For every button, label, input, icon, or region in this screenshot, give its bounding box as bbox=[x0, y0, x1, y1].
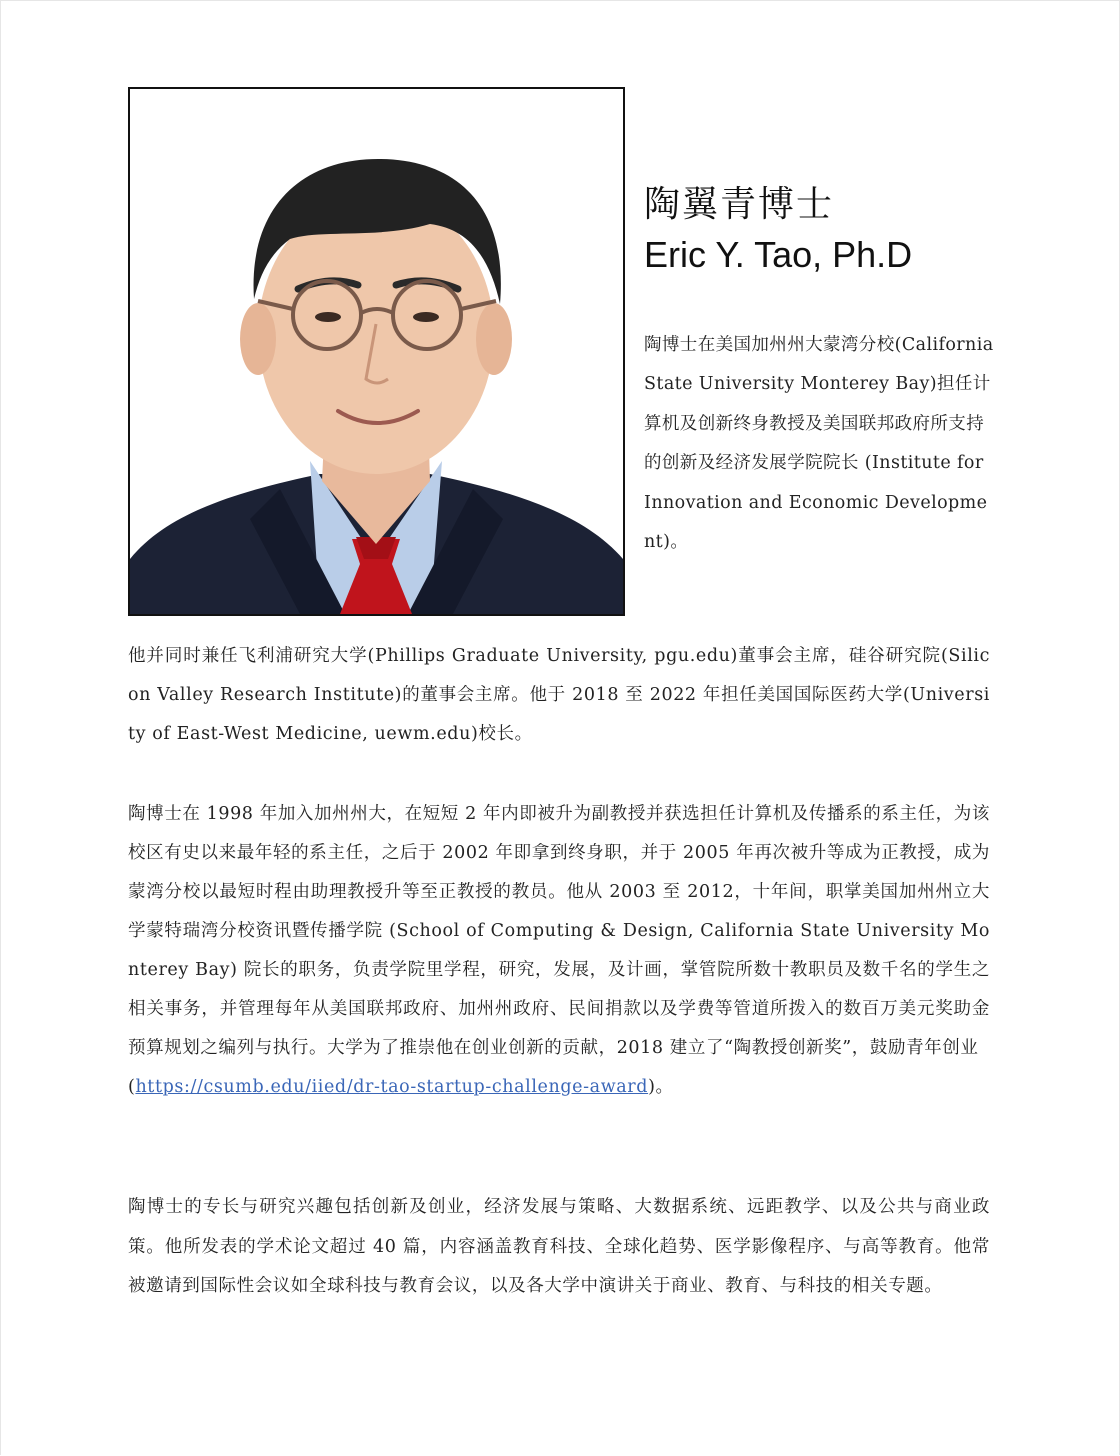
career-text: 陶博士在 1998 年加入加州州大，在短短 2 年内即被升为副教授并获选担任计算机及传播系的系主任，为该校区有史以来最年轻的系主任，之后于 2002 年即拿到终身职，并于 2005 年再次被升等成为正教授，成为蒙湾分校以最短时程由助理教授升等至正教授的教员。他从 2003 至 2012，十年间，职掌美国加州州立大学蒙特瑞湾分校资讯暨传播学院 (School of Computing & Design, California State University Monterey Bay) 院长的职务，负责学院里学程，研究，发展，及计画，掌管院所数十教职员及数千名的学生之相关事务，并管理每年从美国联邦政府、加州州政府、民间捐款以及学费等管道所拨入的数百万美元奖助金预算规划之编列与执行。大学为了推崇他在创业创新的贡献，2018 建立了“陶教授创新奖”，鼓励青年创业 bbox=[128, 804, 990, 1058]
paragraph-affiliations: 他并同时兼任飞利浦研究大学(Phillips Graduate University, pgu.edu)董事会主席，硅谷研究院(Silicon Valley Research Institute)的董事会主席。他于 2018 至 2022 年担任美国国际医药大学(University of East-West Medicine, uewm.edu)校长。 bbox=[128, 646, 990, 744]
portrait-illustration bbox=[130, 89, 623, 614]
paragraph-research: 陶博士的专长与研究兴趣包括创新及创业，经济发展与策略、大数据系统、远距教学、以及公共与商业政策。他所发表的学术论文超过 40 篇，内容涵盖教育科技、全球化趋势、医学影像程序、与高等教育。他常被邀请到国际性会议如全球科技与教育会议，以及各大学中演讲关于商业、教育、与科技的相关专题。 bbox=[128, 1197, 990, 1296]
intro-paragraph: 陶博士在美国加州州大蒙湾分校(California State University Monterey Bay)担任计算机及创新终身教授及美国联邦政府所支持的创新及经济发展学院院长 (Institute for Innovation and Economic Development)。 bbox=[644, 335, 994, 553]
link-paren-open: ( bbox=[128, 1077, 136, 1097]
link-paren-close: )。 bbox=[648, 1077, 674, 1097]
portrait-photo bbox=[128, 87, 625, 616]
award-link[interactable]: https://csumb.edu/iied/dr-tao-startup-challenge-award bbox=[135, 1077, 649, 1097]
name-chinese: 陶翼青博士 bbox=[644, 184, 835, 225]
paragraph-career bbox=[128, 795, 990, 1107]
name-english: Eric Y. Tao, Ph.D bbox=[644, 234, 913, 275]
